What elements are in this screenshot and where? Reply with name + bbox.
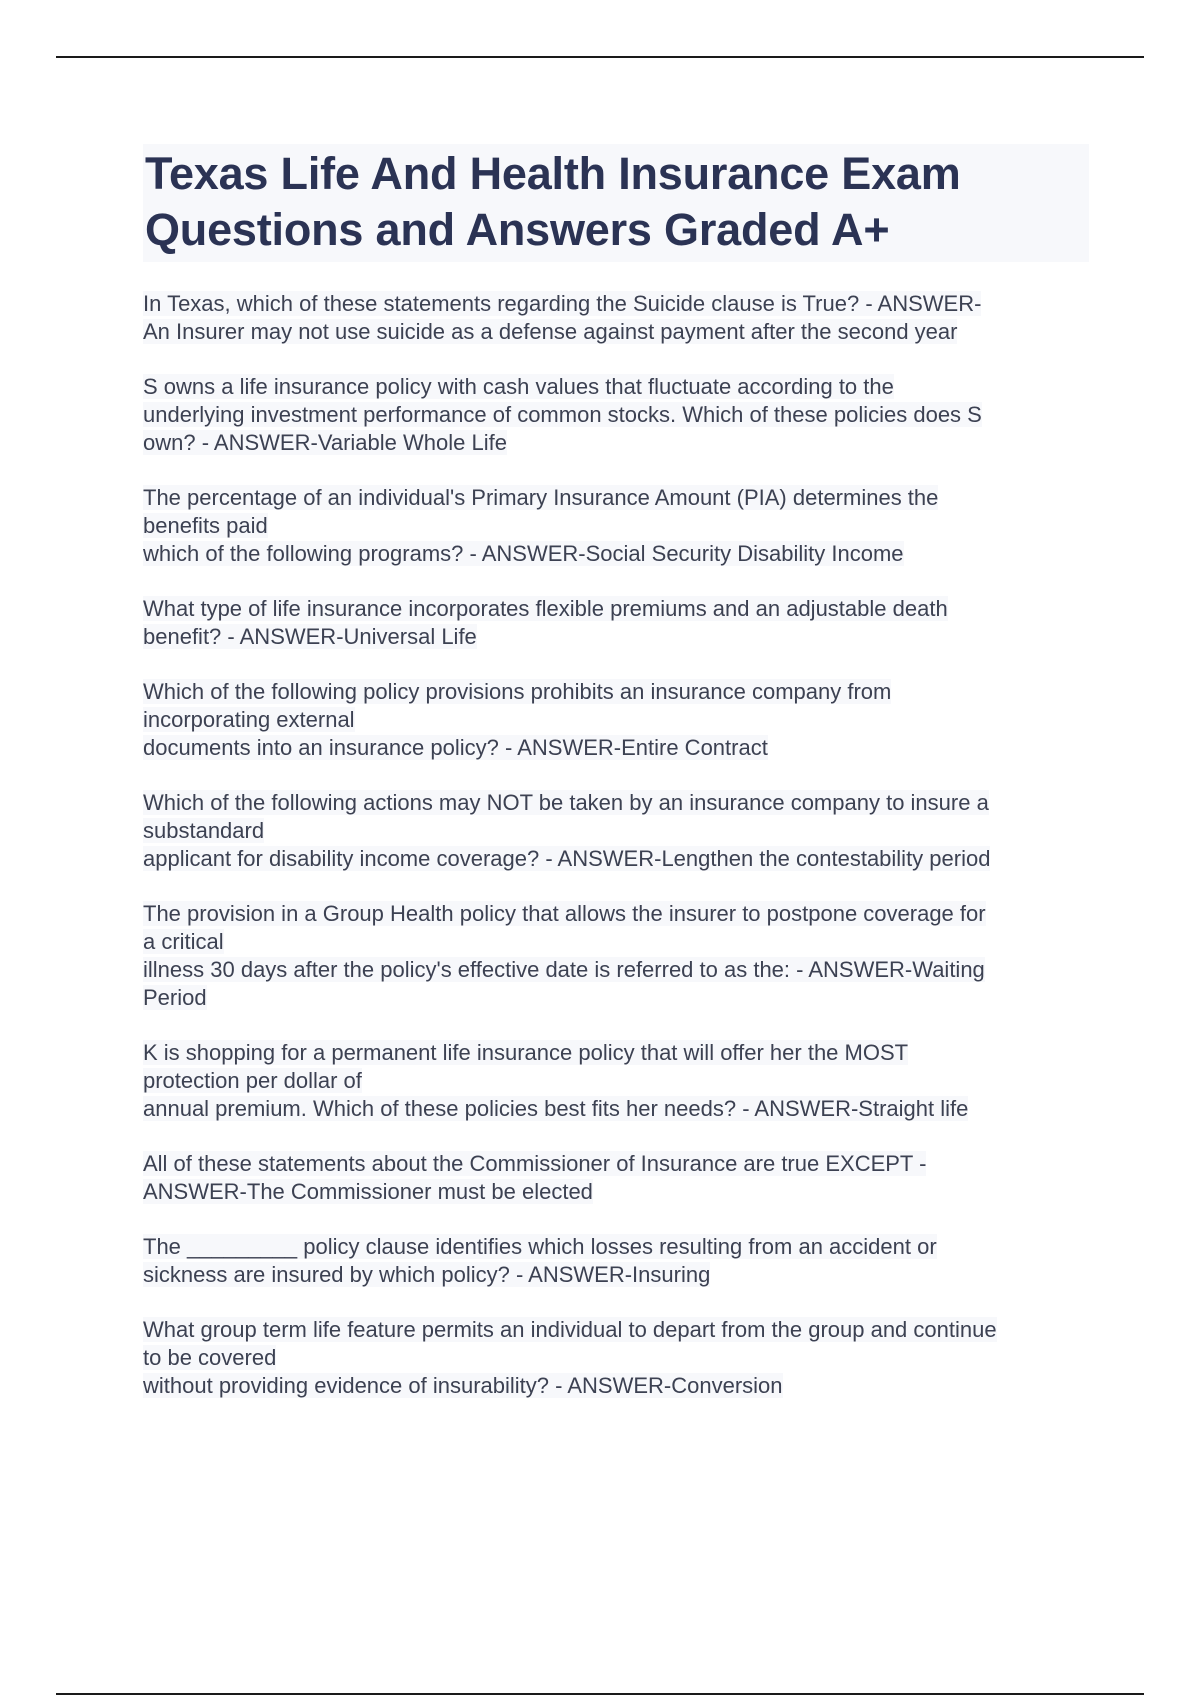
- qa-line-text: What type of life insurance incorporates flexible premiums and an adjustable death: [143, 596, 948, 621]
- qa-line-text: own? - ANSWER-Variable Whole Life: [143, 430, 507, 455]
- qa-line: [143, 512, 1089, 540]
- qa-line-text: Which of the following policy provisions prohibits an insurance company from: [143, 679, 892, 704]
- qa-item: [143, 1316, 1089, 1400]
- qa-line: [143, 595, 1089, 623]
- qa-item: [143, 1233, 1089, 1289]
- document-title: [145, 146, 1085, 258]
- qa-list: [143, 290, 1089, 1400]
- qa-item: [143, 595, 1089, 651]
- qa-line-text: benefits paid: [143, 513, 268, 538]
- document-content: [143, 144, 1089, 1427]
- title-line-1: Texas Life And Health Insurance Exam: [145, 148, 961, 199]
- qa-item: [143, 1150, 1089, 1206]
- qa-line-text: What group term life feature permits an individual to depart from the group and continue: [143, 1317, 997, 1342]
- qa-line: [143, 1067, 1089, 1095]
- qa-item: [143, 900, 1089, 1012]
- qa-item: [143, 678, 1089, 762]
- qa-line: [143, 734, 1089, 762]
- qa-line: [143, 1233, 1089, 1261]
- qa-line: [143, 290, 1089, 318]
- qa-line: [143, 984, 1089, 1012]
- qa-line-text: Which of the following actions may NOT be taken by an insurance company to insure a: [143, 790, 989, 815]
- qa-line-text: S owns a life insurance policy with cash values that fluctuate according to the: [143, 374, 894, 399]
- qa-line: [143, 623, 1089, 651]
- qa-line: [143, 1095, 1089, 1123]
- qa-line: [143, 1372, 1089, 1400]
- qa-item: [143, 290, 1089, 346]
- qa-line: [143, 1178, 1089, 1206]
- qa-line: [143, 1039, 1089, 1067]
- qa-line-text: protection per dollar of: [143, 1068, 362, 1093]
- qa-line-text: to be covered: [143, 1345, 277, 1370]
- top-rule: [56, 56, 1144, 58]
- qa-line-text: ANSWER-The Commissioner must be elected: [143, 1179, 593, 1204]
- bottom-rule: [56, 1693, 1144, 1695]
- qa-line: [143, 401, 1089, 429]
- qa-line: [143, 1150, 1089, 1178]
- qa-item: [143, 789, 1089, 873]
- qa-line-text: which of the following programs? - ANSWER-Social Security Disability Income: [143, 541, 904, 566]
- qa-line: [143, 540, 1089, 568]
- qa-item: [143, 484, 1089, 568]
- qa-line: [143, 706, 1089, 734]
- title-block: [143, 144, 1089, 262]
- qa-line-text: The _________ policy clause identifies which losses resulting from an accident or: [143, 1234, 937, 1259]
- qa-line-text: The percentage of an individual's Primary Insurance Amount (PIA) determines the: [143, 485, 939, 510]
- qa-line: [143, 429, 1089, 457]
- qa-line-text: sickness are insured by which policy? - ANSWER-Insuring: [143, 1262, 711, 1287]
- qa-item: [143, 373, 1089, 457]
- qa-line-text: An Insurer may not use suicide as a defense against payment after the second year: [143, 319, 958, 344]
- qa-line-text: incorporating external: [143, 707, 355, 732]
- qa-line-text: substandard: [143, 818, 265, 843]
- qa-line-text: In Texas, which of these statements regarding the Suicide clause is True? - ANSWER-: [143, 291, 982, 316]
- qa-line: [143, 928, 1089, 956]
- qa-item: [143, 1039, 1089, 1123]
- qa-line-text: applicant for disability income coverage? - ANSWER-Lengthen the contestability period: [143, 846, 991, 871]
- qa-line-text: a critical: [143, 929, 224, 954]
- qa-line: [143, 373, 1089, 401]
- qa-line: [143, 845, 1089, 873]
- qa-line-text: The provision in a Group Health policy that allows the insurer to postpone coverage for: [143, 901, 986, 926]
- qa-line-text: benefit? - ANSWER-Universal Life: [143, 624, 477, 649]
- qa-line: [143, 1344, 1089, 1372]
- qa-line: [143, 318, 1089, 346]
- qa-line-text: documents into an insurance policy? - ANSWER-Entire Contract: [143, 735, 768, 760]
- qa-line: [143, 678, 1089, 706]
- qa-line: [143, 484, 1089, 512]
- qa-line-text: Period: [143, 985, 207, 1010]
- qa-line-text: annual premium. Which of these policies best fits her needs? - ANSWER-Straight life: [143, 1096, 969, 1121]
- qa-line: [143, 956, 1089, 984]
- qa-line-text: All of these statements about the Commissioner of Insurance are true EXCEPT -: [143, 1151, 927, 1176]
- qa-line: [143, 1261, 1089, 1289]
- qa-line-text: without providing evidence of insurability? - ANSWER-Conversion: [143, 1373, 783, 1398]
- qa-line: [143, 1316, 1089, 1344]
- qa-line: [143, 900, 1089, 928]
- qa-line: [143, 789, 1089, 817]
- qa-line-text: underlying investment performance of common stocks. Which of these policies does S: [143, 402, 982, 427]
- qa-line-text: illness 30 days after the policy's effective date is referred to as the: - ANSWER-Waiting: [143, 957, 985, 982]
- qa-line-text: K is shopping for a permanent life insurance policy that will offer her the MOST: [143, 1040, 909, 1065]
- title-line-2: Questions and Answers Graded A+: [145, 204, 890, 255]
- qa-line: [143, 817, 1089, 845]
